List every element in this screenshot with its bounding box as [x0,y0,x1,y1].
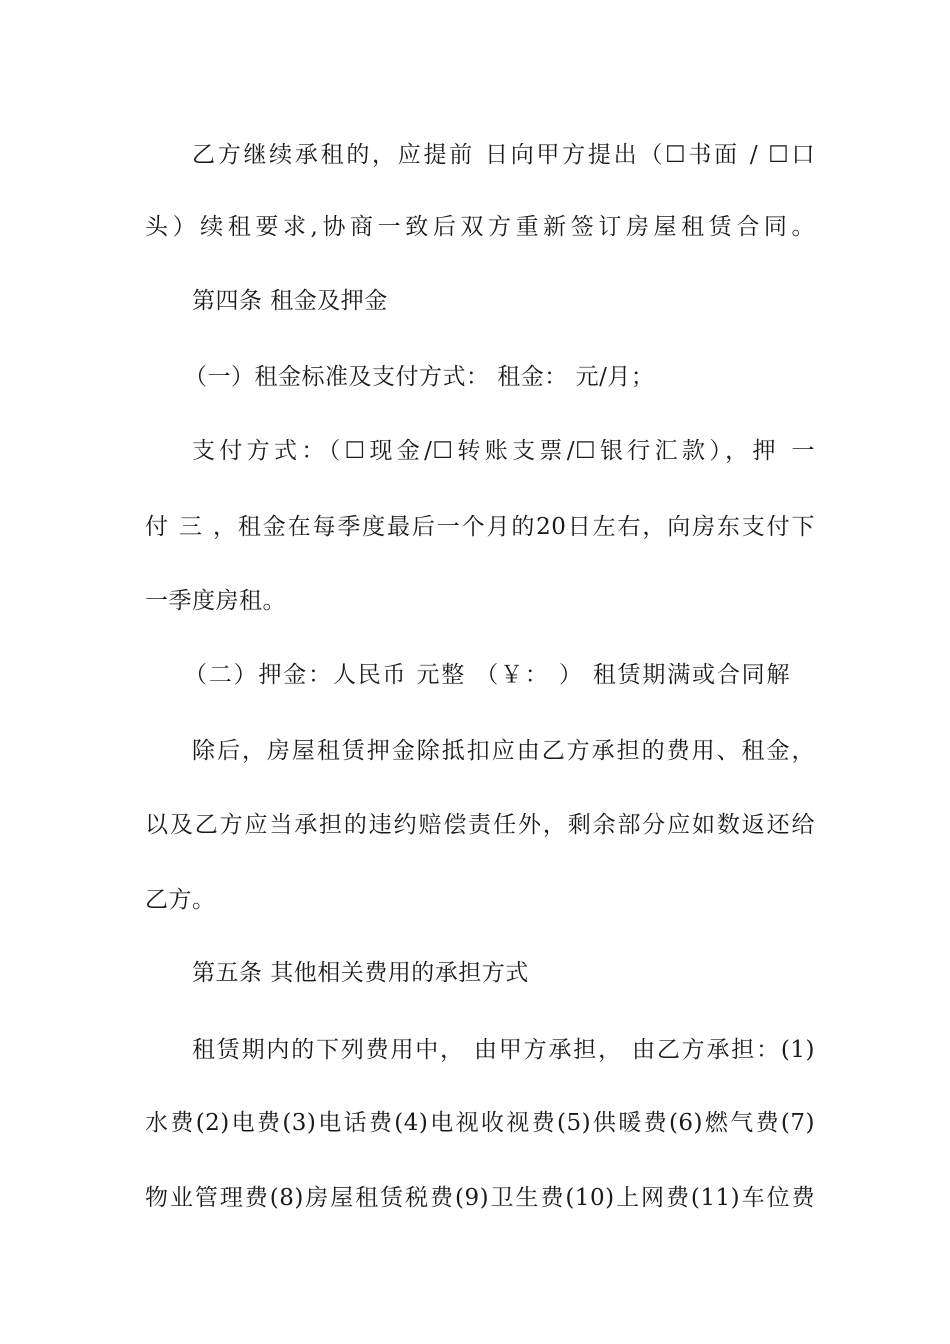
deposit-line: （二）押金：人民币 元整 （￥： ） 租赁期满或合同解 [184,662,790,688]
fee-allocation-line: 租赁期内的下列费用中， 由甲方承担， 由乙方承担：(1) [192,1037,815,1063]
quarter-rent-line: 一季度房租。 [145,588,286,614]
fee-list-line-1: 水费(2)电费(3)电话费(4)电视收视费(5)供暖费(6)燃气费(7) [145,1110,815,1136]
fee-list-line-2: 物业管理费(8)房屋租赁税费(9)卫生费(10)上网费(11)车位费 [145,1185,815,1211]
text-line-renewal-request: 头）续租要求,协商一致后双方重新签订房屋租赁合同。 [145,214,815,240]
payment-method-line: 支付方式：（☐现金/☐转账支票/☐银行汇款），押 一 [192,438,815,464]
deposit-return-line: 以及乙方应当承担的违约赔偿责任外，剩余部分应如数返还给 [145,812,815,838]
rent-standard-line: （一）租金标准及支付方式： 租金： 元/月； [184,364,655,390]
article-4-heading: 第四条 租金及押金 [192,288,388,314]
payment-schedule-line: 付 三 ，租金在每季度最后一个月的20日左右，向房东支付下 [145,514,815,540]
article-5-heading: 第五条 其他相关费用的承担方式 [192,960,529,986]
deposit-deduction-line: 除后，房屋租赁押金除抵扣应由乙方承担的费用、租金， [192,738,815,764]
text-line-continue-lease: 乙方继续承租的，应提前 日向甲方提出（☐书面 / ☐口 [192,142,815,168]
party-b-line: 乙方。 [145,887,216,913]
